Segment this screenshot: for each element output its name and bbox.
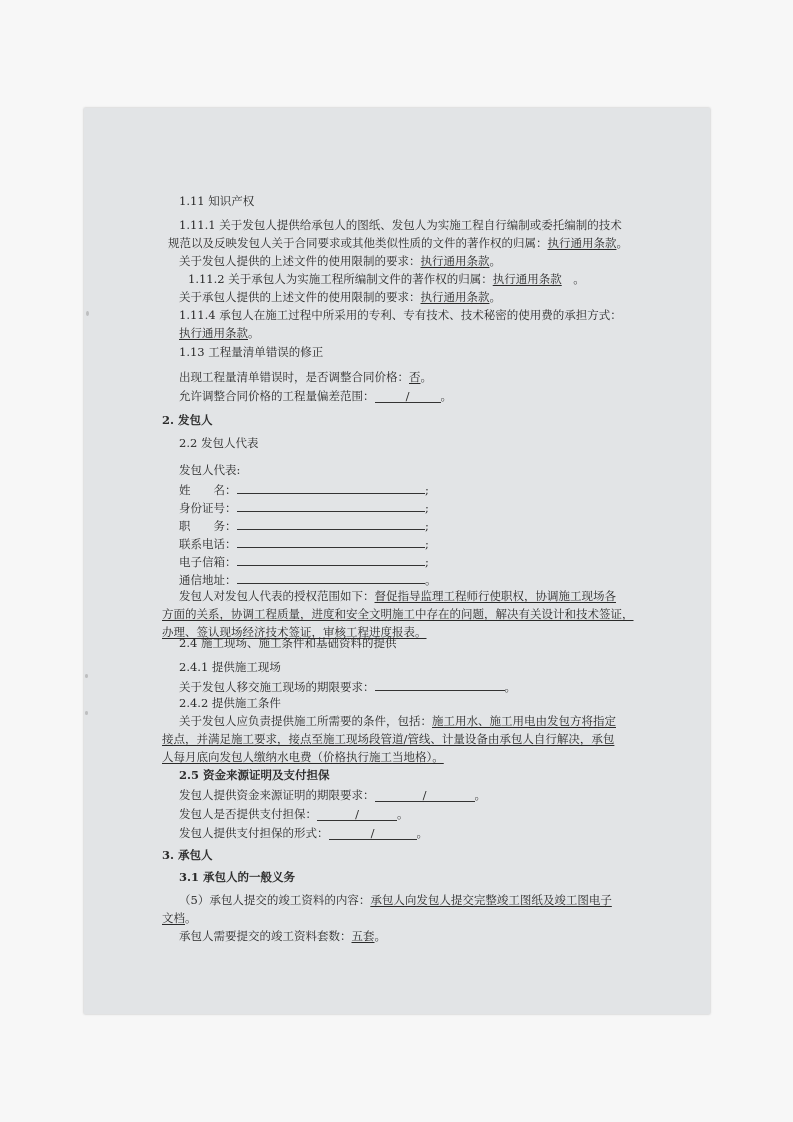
section-2-4-2-heading: 2.4.2 提供施工条件 <box>179 696 281 710</box>
paragraph-price-adjust: 出现工程量清单错误时，是否调整合同价格：否。 <box>179 370 432 384</box>
section-2-4-heading: 2.4 施工现场、施工条件和基础资料的提供 <box>179 636 397 650</box>
section-2-5-heading: 2.5 资金来源证明及支付担保 <box>179 768 330 782</box>
value-completion-docs: 承包人向发包人提交完整竣工图纸及竣工图电子 <box>370 893 612 907</box>
value-patent-fee: 执行通用条款 <box>179 326 248 340</box>
document-page <box>84 108 710 1014</box>
fund-proof-deadline: 发包人提供资金来源证明的期限要求： / 。 <box>179 788 486 802</box>
section-2-heading: 2. 发包人 <box>162 413 213 427</box>
section-2-2-heading: 2.2 发包人代表 <box>179 436 259 450</box>
auth-scope-line2: 方面的关系，协调工程质量，进度和安全文明施工中存在的问题，解决有关设计和技术签证， <box>162 607 634 621</box>
value-guarantee-form: / <box>329 827 417 840</box>
paragraph-1-11-4: 1.11.4 承包人在施工过程中所采用的专利、专有技术、技术秘密的使用费的承担方式： <box>179 308 622 322</box>
section-2-4-1-heading: 2.4.1 提供施工现场 <box>179 660 281 674</box>
completion-docs-content: （5）承包人提交的竣工资料的内容：承包人向发包人提交完整竣工图纸及竣工图电子 <box>179 893 612 907</box>
paragraph-contractor-docs-limit: 关于承包人提供的上述文件的使用限制的要求：执行通用条款。 <box>179 290 501 304</box>
conditions-line2: 接点，并满足施工要求，接点至施工现场段管道/管线、计量设备由承包人自行解决，承包 <box>162 732 615 746</box>
paragraph-1-11-1-line1: 1.11.1 关于发包人提供给承包人的图纸、发包人为实施工程自行编制或委托编制的技术 <box>179 218 622 232</box>
value-guarantee-provided: / <box>317 808 397 821</box>
section-3-heading: 3. 承包人 <box>162 848 213 862</box>
value-docs-sets: 五套 <box>351 929 375 943</box>
value-contractor-docs-limit: 执行通用条款 <box>420 290 490 304</box>
value-copyright-owner: 执行通用条款 <box>547 236 617 250</box>
paragraph-1-11-1-line2: 规范以及反映发包人关于合同要求或其他类似性质的文件的著作权的归属：执行通用条款。 <box>168 236 628 250</box>
value-price-adjust: 否 <box>409 370 421 384</box>
payment-guarantee-form: 发包人提供支付担保的形式： / 。 <box>179 826 428 840</box>
site-handover-deadline: 关于发包人移交施工现场的期限要求： 。 <box>179 680 516 694</box>
field-phone: 联系电话： ; <box>179 537 429 551</box>
conditions-line1: 关于发包人应负责提供施工所需要的条件，包括：施工用水、施工用电由发包方将指定 <box>179 714 616 728</box>
field-position: 职 务： ; <box>179 519 429 533</box>
section-3-1-heading: 3.1 承包人的一般义务 <box>179 870 296 884</box>
value-employer-docs-limit: 执行通用条款 <box>420 254 490 268</box>
value-contractor-copyright: 执行通用条款 <box>492 272 562 286</box>
paragraph-1-11-2: 1.11.2 关于承包人为实施工程所编制文件的著作权的归属：执行通用条款 。 <box>188 272 585 286</box>
auth-scope-line3: 办理、签认现场经济技术签证，审核工程进度报表。 <box>162 625 427 639</box>
section-1-13-heading: 1.13 工程量清单错误的修正 <box>179 345 324 359</box>
paragraph-employer-docs-limit: 关于发包人提供的上述文件的使用限制的要求：执行通用条款。 <box>179 254 501 268</box>
value-auth-scope: 督促指导监理工程师行使职权，协调施工现场各 <box>374 589 616 603</box>
employer-rep-intro: 发包人代表: <box>179 463 241 477</box>
paragraph-quantity-deviation: 允许调整合同价格的工程量偏差范围： / 。 <box>179 389 452 403</box>
field-email: 电子信箱： ; <box>179 555 429 569</box>
field-name: 姓 名： ; <box>179 483 429 497</box>
payment-guarantee-provided: 发包人是否提供支付担保： / 。 <box>179 807 409 821</box>
field-id-number: 身份证号： ; <box>179 501 429 515</box>
value-quantity-deviation: / <box>375 390 441 403</box>
value-conditions: 施工用水、施工用电由发包方将指定 <box>432 714 616 728</box>
completion-docs-content-line2: 文档。 <box>162 911 197 925</box>
completion-docs-sets: 承包人需要提交的竣工资料套数：五套。 <box>179 929 386 943</box>
paragraph-1-11-4-value: 执行通用条款。 <box>179 326 260 340</box>
section-1-11-heading: 1.11 知识产权 <box>179 194 255 208</box>
value-fund-proof: / <box>375 789 475 802</box>
auth-scope-line1: 发包人对发包人代表的授权范围如下：督促指导监理工程师行使职权，协调施工现场各 <box>179 589 616 603</box>
field-address: 通信地址： 。 <box>179 573 437 587</box>
conditions-line3: 人每月底向发包人缴纳水电费（价格执行施工当地格）。 <box>162 750 444 764</box>
